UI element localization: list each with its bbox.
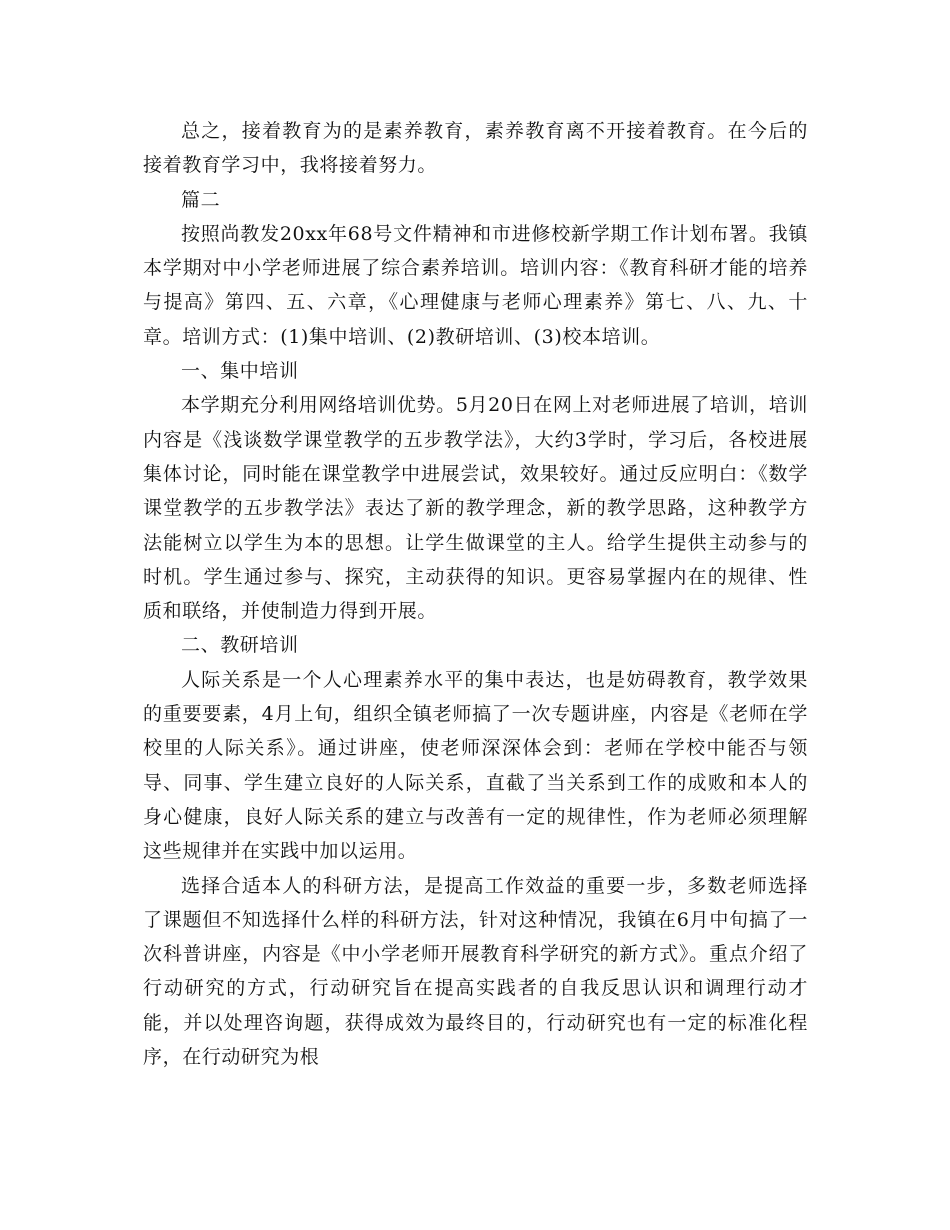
paragraph-conclusion: 总之，接着教育为的是素养教育，素养教育离不开接着教育。在今后的接着教育学习中，我将接着努力。 (143, 120, 808, 177)
paragraph-research-methods: 选择合适本人的科研方法，是提高工作效益的重要一步，多数老师选择了课题但不知选择什么样的科研方法，针对这种情况，我镇在6月中旬搞了一次科普讲座，内容是《中小学老师开展教育科学研究的新方式》。重点介绍了行动研究的方式，行动研究旨在提高实践者的自我反思认识和调理行动才能，并以处理咨询题，获得成效为最终目的，行动研究也有一定的标准化程序，在行动研究为根 (143, 874, 808, 1069)
section-heading-teaching-research-training: 二、教研培训 (181, 634, 299, 657)
paragraph-interpersonal-relations: 人际关系是一个人心理素养水平的集中表达，也是妨碍教育，教学效果的重要要素，4月上旬，组织全镇老师搞了一次专题讲座，内容是《老师在学校里的人际关系》。通过讲座，使老师深深体会到：老师在学校中能否与领导、同事、学生建立良好的人际关系，直截了当关系到工作的成败和本人的身心健康，良好人际关系的建立与改善有一定的规律性，作为老师必须理解这些规律并在实践中加以运用。 (143, 668, 808, 863)
paragraph-training-overview: 按照尚教发20xx年68号文件精神和市进修校新学期工作计划布署。我镇本学期对中小学老师进展了综合素养培训。培训内容：《教育科研才能的培养与提高》第四、五、六章，《心理健康与老师心理素养》第七、八、九、十章。培训方式：(1)集中培训、(2)教研培训、(3)校本培训。 (143, 222, 808, 348)
section-heading-part-two: 篇二 (181, 188, 221, 211)
section-heading-centralized-training: 一、集中培训 (181, 360, 299, 383)
paragraph-centralized-training: 本学期充分利用网络培训优势。5月20日在网上对老师进展了培训，培训内容是《浅谈数学课堂教学的五步教学法》，大约3学时，学习后，各校进展集体讨论，同时能在课堂教学中进展尝试，效果较好。通过反应明白：《数学课堂教学的五步教学法》表达了新的教学理念，新的教学思路，这种教学方法能树立以学生为本的思想。让学生做课堂的主人。给学生提供主动参与的时机。学生通过参与、探究，主动获得的知识。更容易掌握内在的规律、性质和联络，并使制造力得到开展。 (143, 394, 808, 623)
document-body (143, 114, 808, 1074)
